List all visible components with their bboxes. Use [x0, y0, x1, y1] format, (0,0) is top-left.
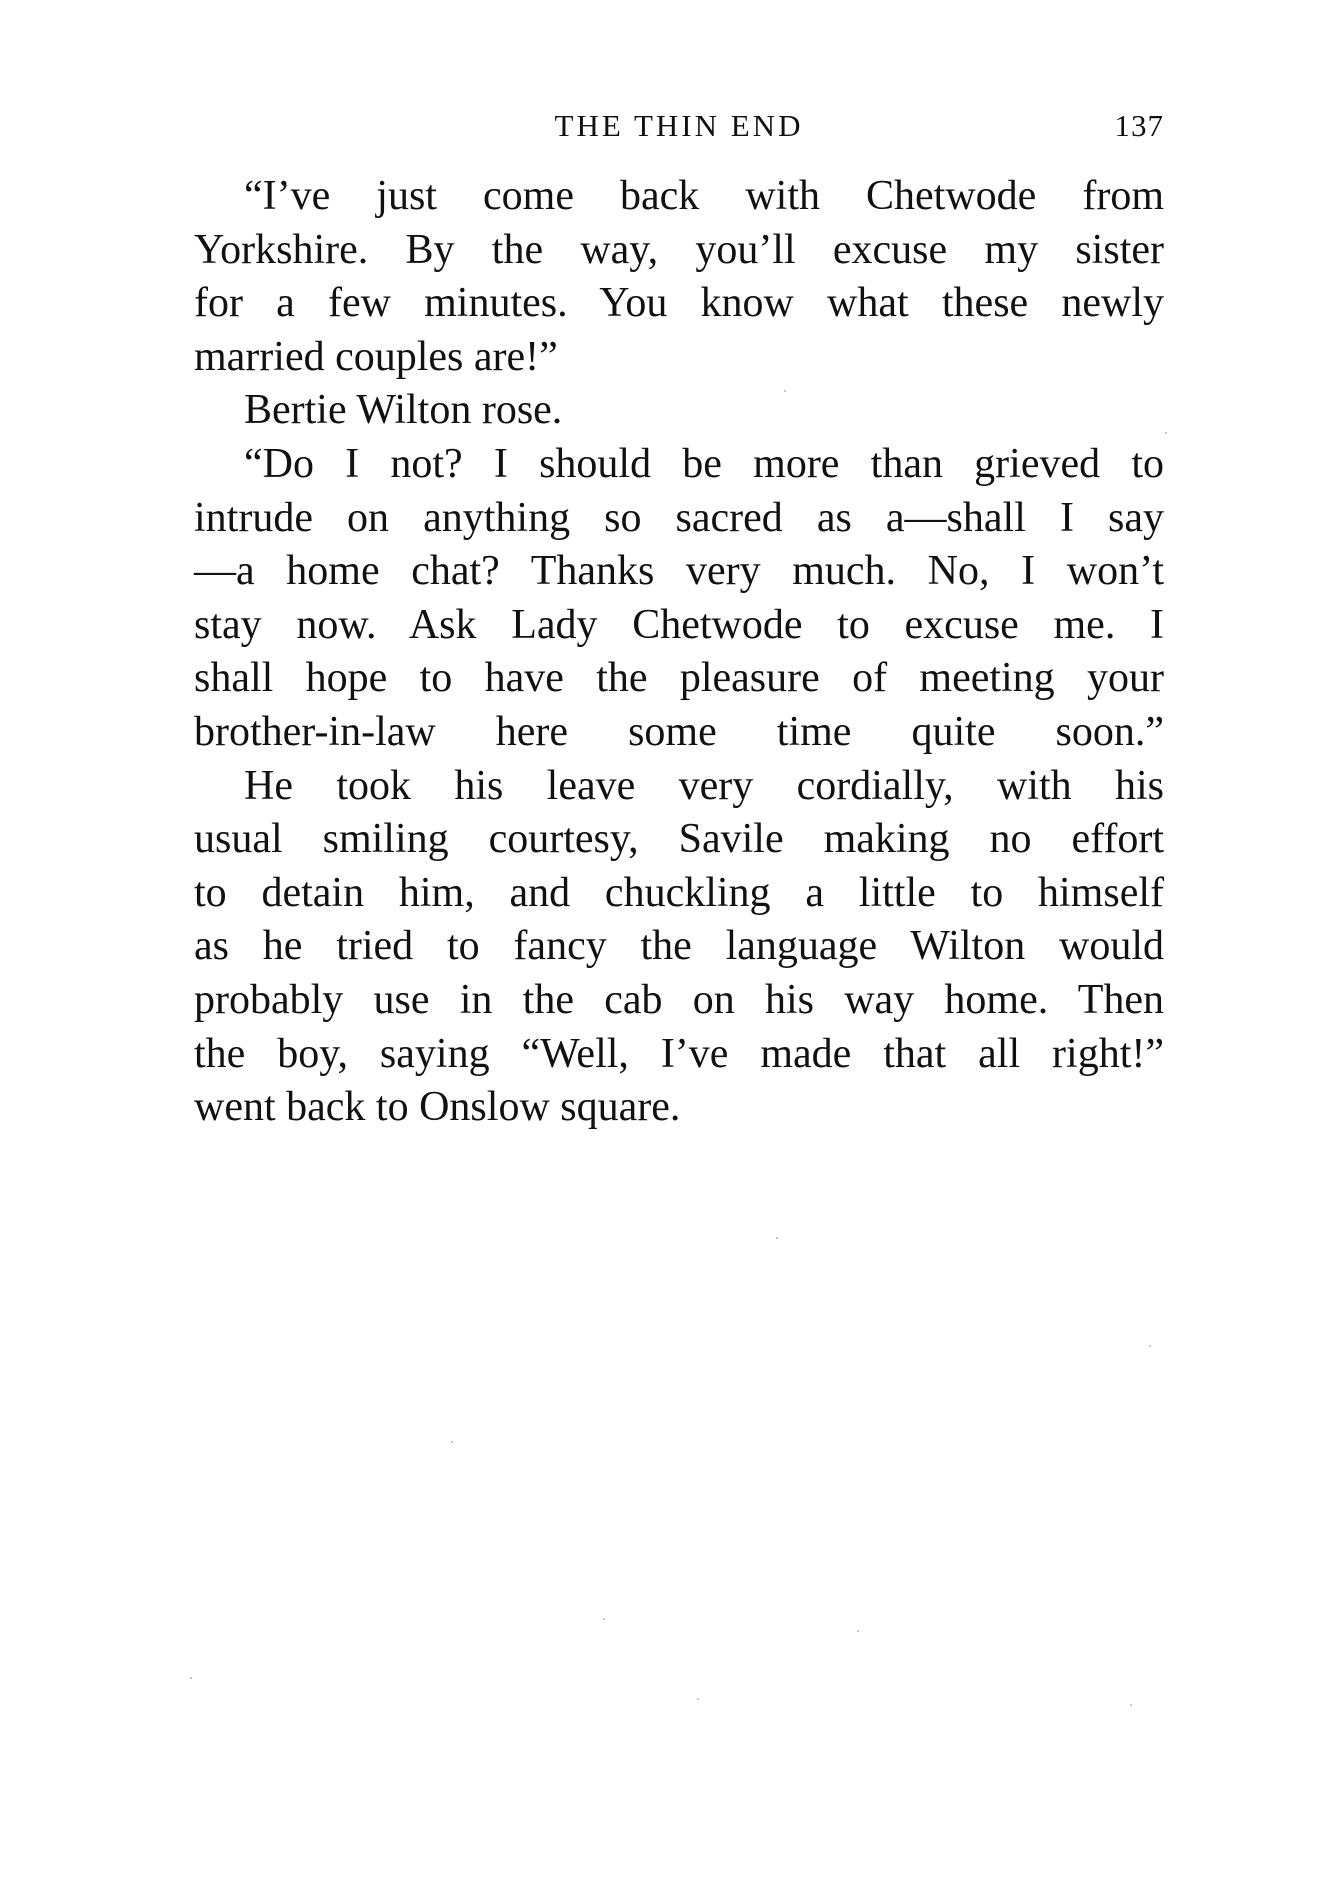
text-line: usual smiling courtesy, Savile making no effort — [194, 816, 1164, 863]
text-line: shall hope to have the pleasure of meeting your — [194, 655, 1164, 702]
text-line: the boy, saying “Well, I’ve made that all right!” — [194, 1030, 1164, 1077]
text-line: —a home chat? Thanks very much. No, I won’t — [194, 548, 1164, 595]
text-line: “I’ve just come back with Chetwode from — [244, 173, 1164, 219]
text-line: probably use in the cab on his way home. Then — [194, 976, 1164, 1023]
body-text — [194, 170, 1164, 1135]
text-line: brother-in-law here some time quite soon.” — [194, 708, 1164, 755]
text-line: stay now. Ask Lady Chetwode to excuse me. I — [194, 601, 1164, 648]
text-line: “Do I not? I should be more than grieved to — [244, 440, 1164, 487]
page-number: 137 — [1114, 108, 1164, 143]
text-line: intrude on anything so sacred as a—shall I say — [194, 494, 1164, 541]
text-line: for a few minutes. You know what these newly — [194, 280, 1164, 327]
running-title: THE THIN END — [554, 108, 804, 143]
text-line: Bertie Wilton rose. — [244, 387, 563, 434]
text-line: Yorkshire. By the way, you’ll excuse my sister — [194, 226, 1164, 273]
text-line: as he tried to fancy the language Wilton would — [194, 923, 1164, 970]
text-line: He took his leave very cordially, with his — [244, 762, 1164, 809]
text-line: went back to Onslow square. — [194, 1084, 681, 1131]
running-head — [194, 104, 1164, 148]
text-line: to detain him, and chuckling a little to himself — [194, 869, 1164, 916]
text-line: married couples are!” — [194, 333, 558, 380]
